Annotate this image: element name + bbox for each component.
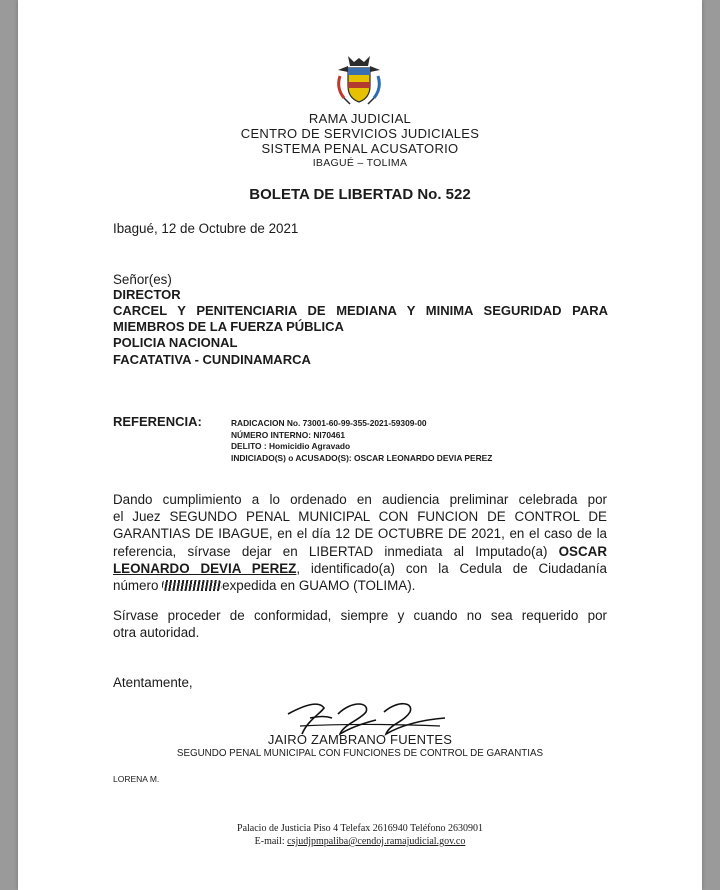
- body-paragraph-1: [113, 491, 607, 594]
- email-link[interactable]: csjudjpmpaliba@cendoj.ramajudicial.gov.co: [287, 836, 466, 847]
- coat-of-arms-icon: [334, 52, 384, 108]
- paragraph-text: expedida en GUAMO (TOLIMA).: [222, 578, 416, 594]
- header-rama-judicial: RAMA JUDICIAL: [308, 111, 412, 126]
- paragraph-line: el Juez SEGUNDO PENAL MUNICIPAL CON FUNCION DE CONTROL DE: [113, 509, 607, 525]
- transcriber-initials: LORENA M.: [113, 774, 160, 784]
- defendant-name-part1: OSCAR: [558, 543, 607, 559]
- recipient-entity: POLICIA NACIONAL: [113, 335, 238, 350]
- redacted-id-number: [162, 580, 222, 591]
- header-sistema-penal: SISTEMA PENAL ACUSATORIO: [261, 141, 459, 156]
- reference-label: REFERENCIA:: [113, 414, 202, 429]
- signer-name: JAIRO ZAMBRANO FUENTES: [267, 732, 453, 747]
- paragraph-line: [113, 543, 607, 560]
- paragraph-line: GARANTIAS DE IBAGUE, en el día 12 DE OCTUBRE DE 2021, en el caso de la: [113, 526, 607, 542]
- header-centro-servicios: CENTRO DE SERVICIOS JUDICIALES: [240, 126, 480, 141]
- paragraph-line: Sírvase proceder de conformidad, siempre y cuando no sea requerido por: [113, 608, 607, 623]
- paragraph-text: número: [113, 578, 163, 594]
- recipient-role: DIRECTOR: [113, 287, 181, 302]
- paragraph-text: , identificado(a) con la Cedula de Ciudadanía: [296, 560, 607, 576]
- defendant-name-part2: LEONARDO DEVIA PEREZ: [113, 560, 297, 576]
- footer-email: [18, 836, 702, 847]
- recipient-institution-line2: MIEMBROS DE LA FUERZA PÚBLICA: [113, 319, 344, 334]
- header-city: IBAGUÉ – TOLIMA: [312, 157, 408, 169]
- paragraph-line: Dando cumplimiento a lo ordenado en audiencia preliminar celebrada por: [113, 492, 607, 507]
- footer-address: Palacio de Justicia Piso 4 Telefax 2616940 Teléfono 2630901: [237, 823, 483, 834]
- email-label: E-mail:: [254, 836, 288, 847]
- document-title: BOLETA DE LIBERTAD No. 522: [249, 186, 471, 203]
- body-paragraph-2: [113, 607, 607, 641]
- recipient-institution-line1: CARCEL Y PENITENCIARIA DE MEDIANA Y MINIMA SEGURIDAD PARA: [113, 303, 608, 318]
- reference-numero-interno: NÚMERO INTERNO: NI70461: [231, 429, 346, 440]
- paragraph-line: [113, 560, 607, 577]
- reference-delito: DELITO : Homicidio Agravado: [231, 441, 351, 451]
- signer-title: SEGUNDO PENAL MUNICIPAL CON FUNCIONES DE CONTROL DE GARANTIAS: [176, 748, 544, 759]
- document-page: [18, 0, 702, 890]
- paragraph-text: referencia, sírvase dejar en LIBERTAD inmediata al Imputado(a): [113, 543, 559, 559]
- salutation: Señor(es): [113, 272, 172, 287]
- paragraph-line: [113, 577, 607, 594]
- reference-block: [231, 418, 492, 464]
- reference-indiciado: INDICIADO(S) o ACUSADO(S): OSCAR LEONARDO DEVIA PEREZ: [231, 452, 493, 463]
- reference-radicacion: RADICACION No. 73001-60-99-355-2021-59309-00: [231, 418, 427, 428]
- closing: Atentamente,: [113, 675, 193, 690]
- document-date: Ibagué, 12 de Octubre de 2021: [113, 221, 299, 236]
- paragraph-line: otra autoridad.: [113, 625, 200, 641]
- recipient-location: FACATATIVA - CUNDINAMARCA: [113, 352, 311, 367]
